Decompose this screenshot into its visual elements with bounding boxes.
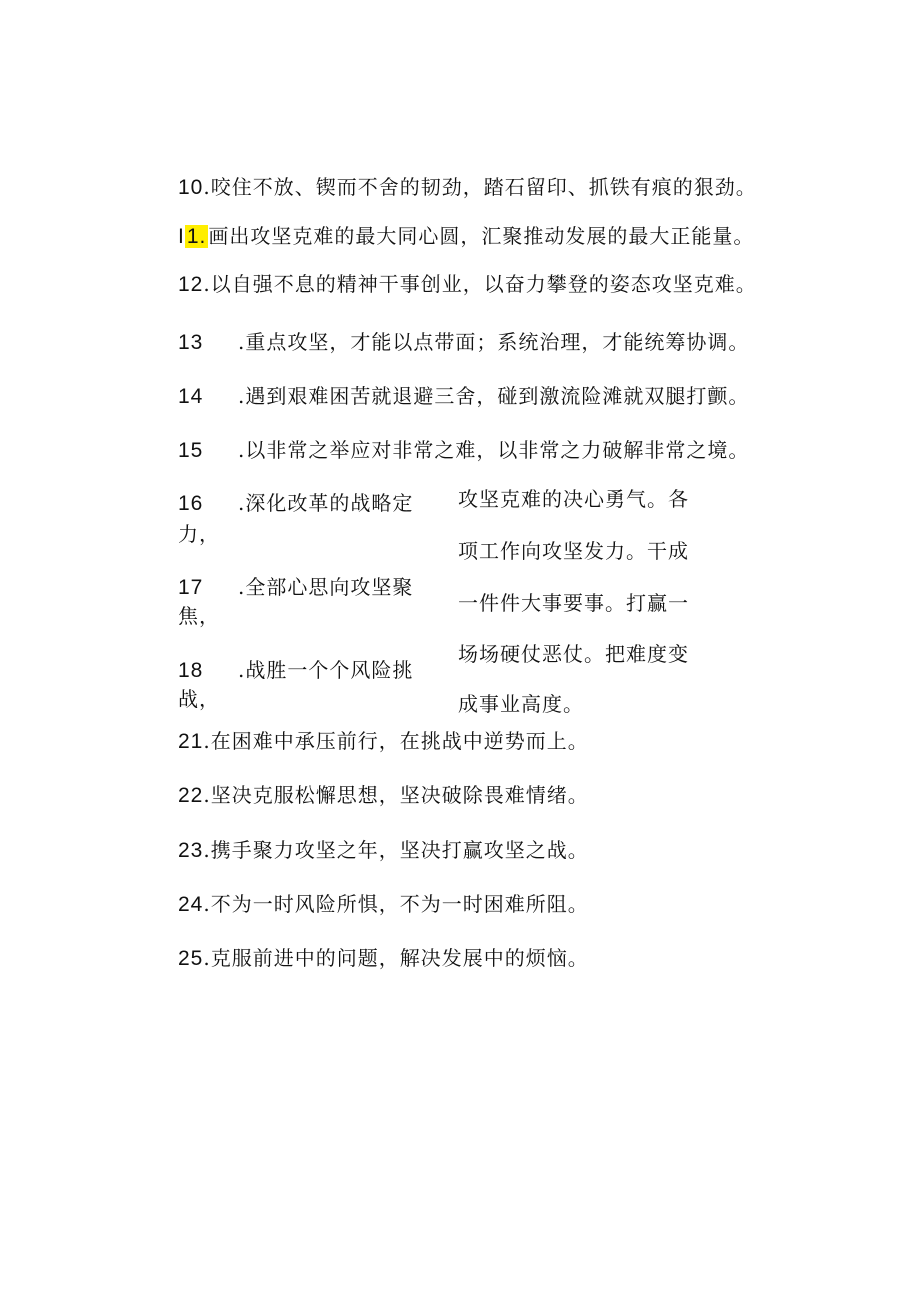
split-right-line-1: 攻坚克难的决心勇气。各 [458, 487, 689, 511]
list-item-13 [178, 329, 749, 356]
split-right-line-3: 一件件大事要事。打赢一 [458, 591, 689, 615]
split-right-line-2: 项工作向攻坚发力。干成 [458, 539, 689, 563]
item-number: 12 [178, 273, 204, 296]
split-left-16-cont [178, 521, 220, 547]
list-item-11 [178, 223, 754, 250]
item-number: 16 [178, 492, 204, 515]
item-number: 18 [178, 659, 204, 682]
list-item-21 [178, 728, 589, 755]
list-item-15 [178, 437, 749, 464]
list-item-12 [178, 271, 757, 298]
item-text-continued: 战， [178, 687, 220, 711]
item-number: 13 [178, 331, 204, 354]
split-left-17 [178, 574, 413, 601]
split-left-18-cont [178, 686, 220, 712]
list-item-25 [178, 945, 589, 972]
item-text: .坚决克服松懈思想，坚决破除畏难情绪。 [203, 783, 589, 807]
item-number: 14 [178, 385, 204, 408]
list-item-10 [178, 174, 757, 201]
item-number: 23 [178, 839, 204, 862]
item-text: .全部心思向攻坚聚 [238, 575, 414, 599]
list-item-22 [178, 782, 589, 809]
item-text-continued: 力， [178, 522, 220, 546]
item-number: 17 [178, 576, 204, 599]
list-item-23 [178, 837, 589, 864]
item-text: .以非常之举应对非常之难，以非常之力破解非常之境。 [238, 438, 750, 462]
item-number: 15 [178, 439, 204, 462]
item-text: .重点攻坚，才能以点带面；系统治理，才能统筹协调。 [238, 330, 750, 354]
item-number: I [178, 225, 185, 248]
item-text: .战胜一个个风险挑 [238, 658, 414, 682]
split-right-line-4: 场场硬仗恶仗。把难度变 [458, 642, 689, 666]
item-number: 21 [178, 730, 204, 753]
item-text: .遇到艰难困苦就退避三舍，碰到激流险滩就双腿打颤。 [238, 384, 750, 408]
item-text: .深化改革的战略定 [238, 491, 414, 515]
item-text: .携手聚力攻坚之年，坚决打赢攻坚之战。 [203, 838, 589, 862]
item-number: 25 [178, 947, 204, 970]
item-text: .在困难中承压前行，在挑战中逆势而上。 [203, 729, 589, 753]
highlighted-number: 1. [186, 225, 207, 248]
item-number: 10 [178, 176, 204, 199]
item-text-continued: 焦， [178, 604, 220, 628]
item-text: .以自强不息的精神干事创业，以奋力攀登的姿态攻坚克难。 [203, 272, 757, 296]
split-left-16 [178, 490, 413, 517]
item-text: .不为一时风险所惧，不为一时困难所阻。 [203, 892, 589, 916]
item-text: .咬住不放、锲而不舍的韧劲，踏石留印、抓铁有痕的狠劲。 [203, 175, 757, 199]
item-text: .克服前进中的问题，解决发展中的烦恼。 [203, 946, 589, 970]
item-text: 画出攻坚克难的最大同心圆，汇聚推动发展的最大正能量。 [208, 224, 755, 248]
item-number: 22 [178, 784, 204, 807]
split-left-18 [178, 657, 413, 684]
list-item-14 [178, 383, 749, 410]
item-number: 24 [178, 893, 204, 916]
split-left-17-cont [178, 603, 220, 629]
split-right-line-5: 成事业高度。 [458, 692, 584, 716]
list-item-24 [178, 891, 589, 918]
